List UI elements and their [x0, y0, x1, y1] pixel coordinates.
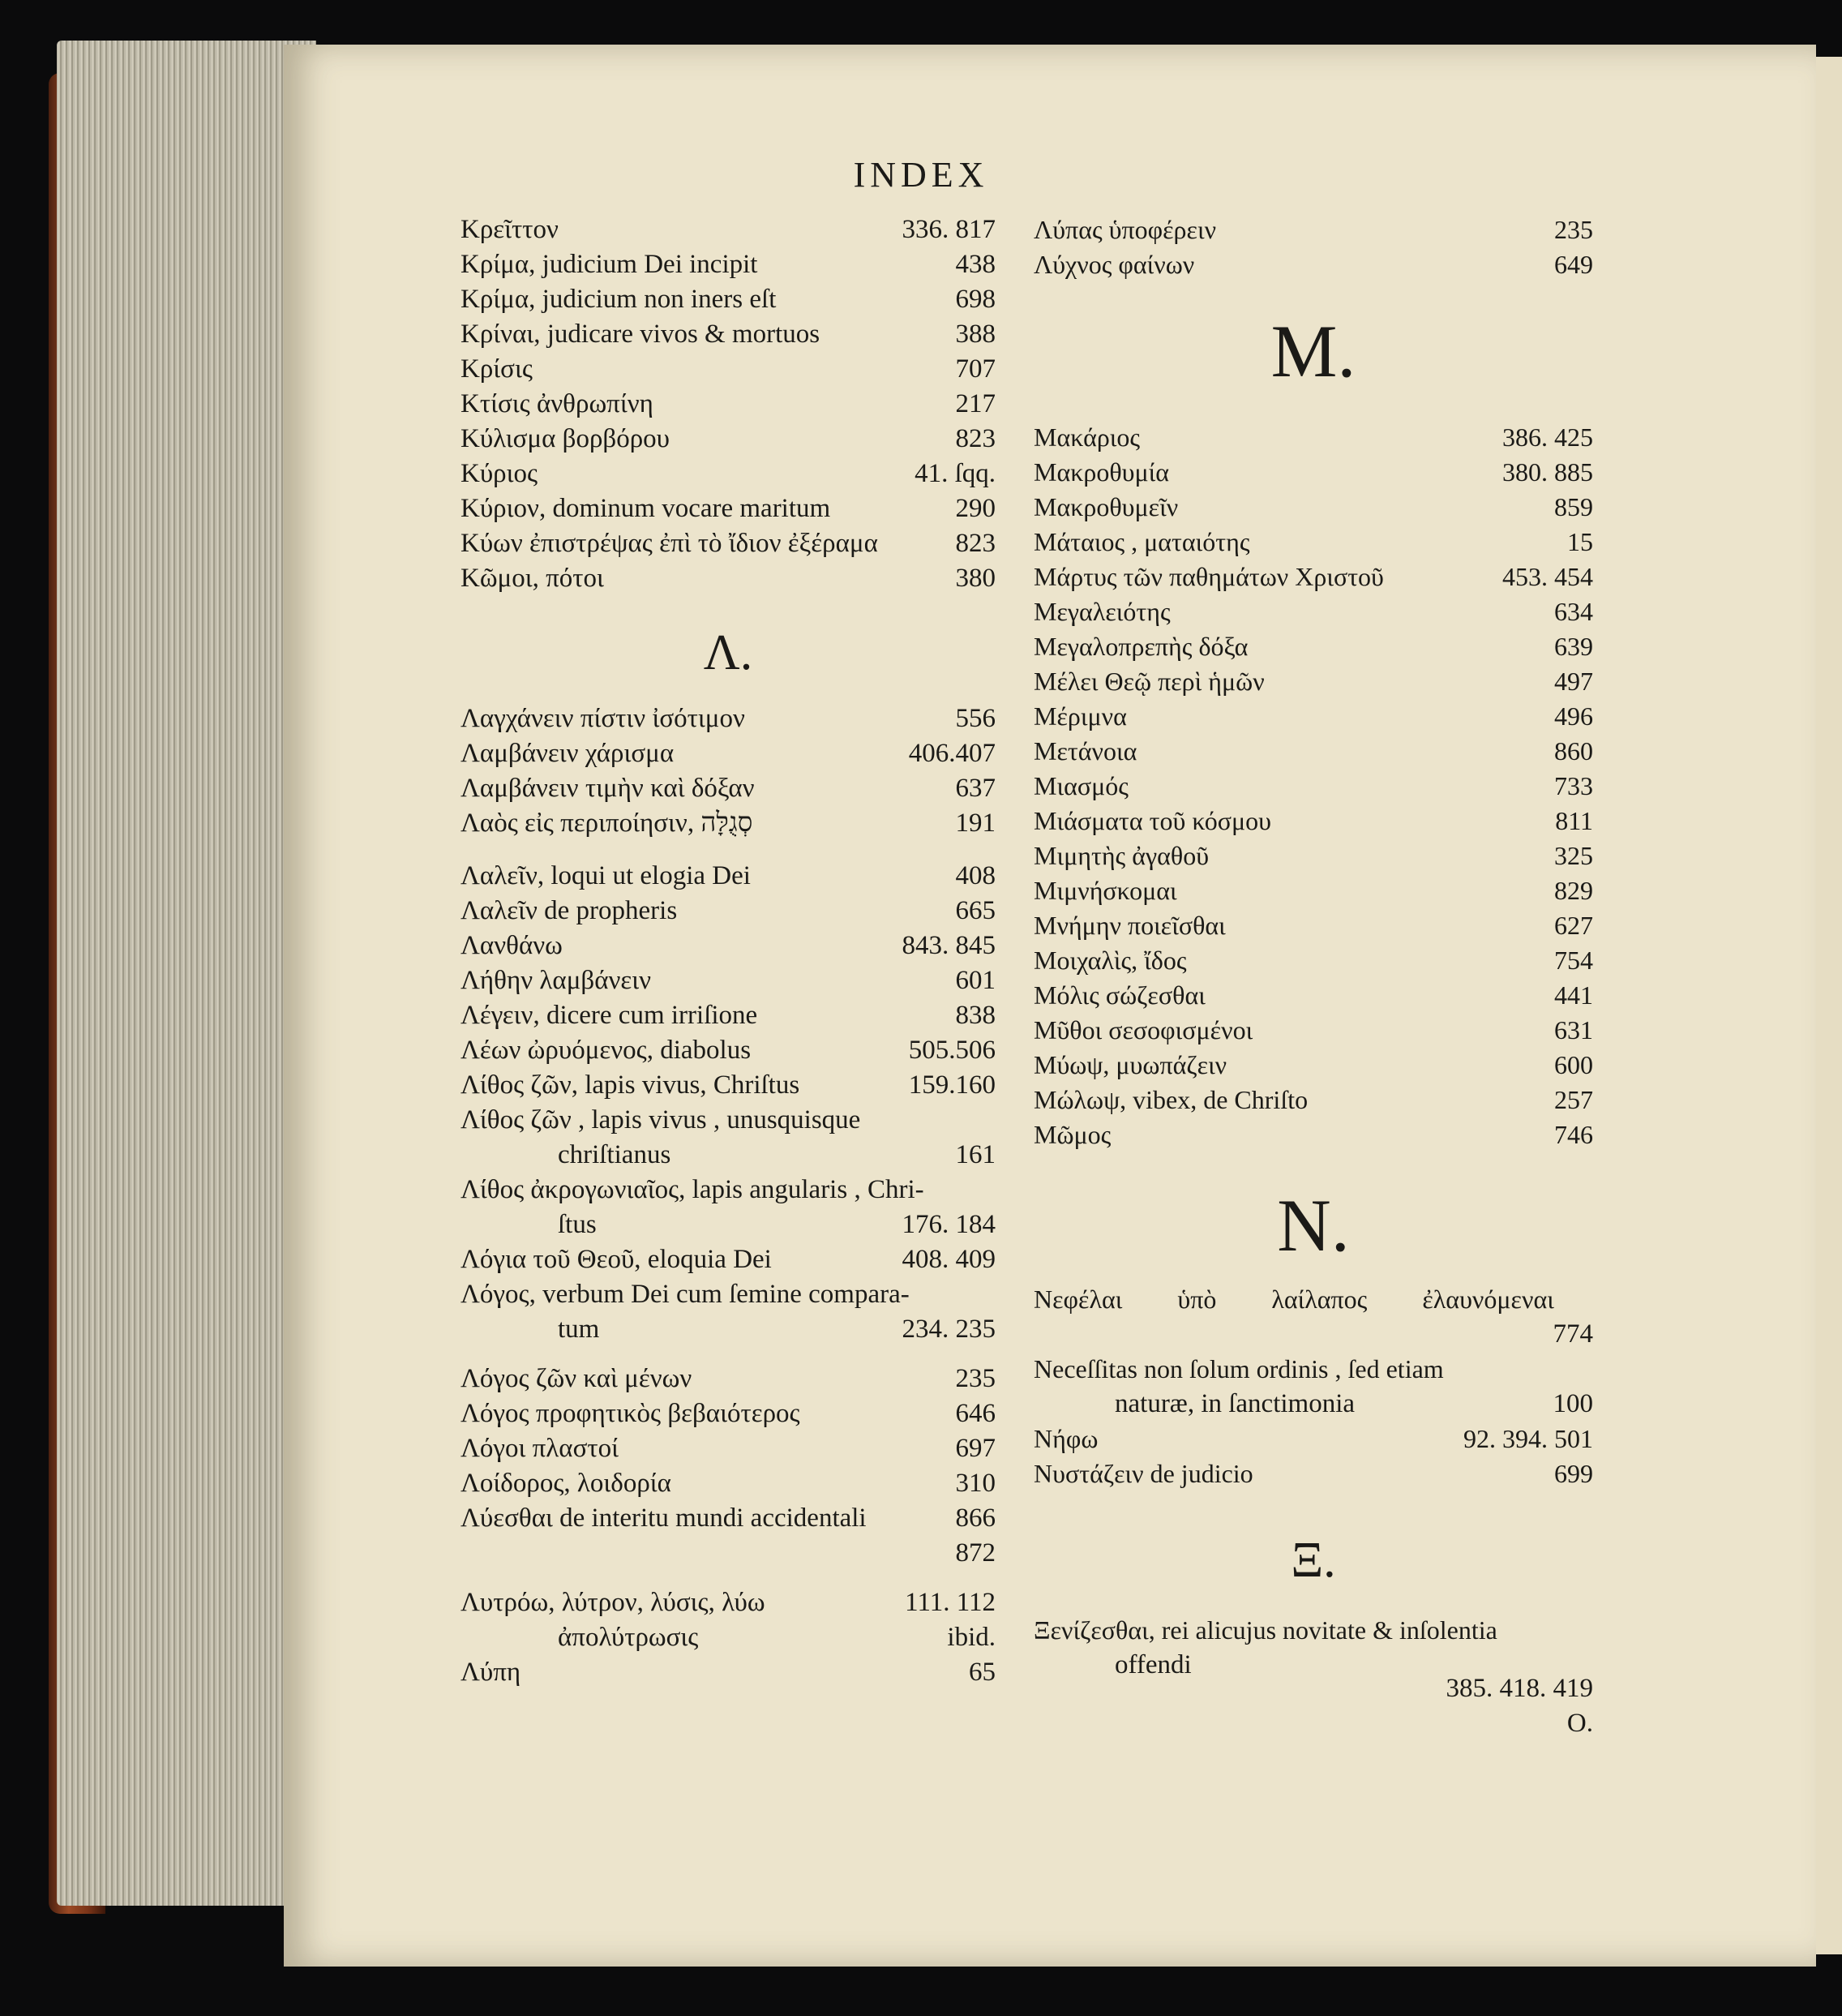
index-entry — [460, 1362, 996, 1396]
index-entry — [1034, 1013, 1593, 1048]
entry-page-ref: 637 — [955, 774, 996, 803]
entry-term: Μόλις σώζεσθαι — [1034, 980, 1206, 1010]
entry-term: Νήφω — [1034, 1424, 1099, 1453]
entry-term: Κύων ἐπιστρέψας ἐπὶ τὸ ἴδιον ἐξέραμα — [460, 529, 878, 558]
index-entry: Λυτρόω, λύτρον, λύσις, λύω 111. 112 — [460, 1588, 996, 1617]
index-entry — [460, 998, 996, 1033]
entry-page-ref: 646 — [955, 1399, 996, 1428]
entry-page-ref: 191 — [955, 809, 996, 838]
index-entry — [1034, 1048, 1593, 1083]
index-entry — [1034, 873, 1593, 908]
continuation-line: tum 234. 235 — [558, 1315, 996, 1344]
entry-page-ref: 698 — [955, 285, 996, 314]
index-entry — [1034, 804, 1593, 839]
entry-page-ref: 441 — [1554, 980, 1593, 1010]
index-entry — [1034, 420, 1593, 455]
right-column — [1034, 212, 1593, 1741]
entry-page-ref: 843. 845 — [902, 931, 996, 960]
entry-term: Κρίμα, judicium Dei incipit — [460, 250, 758, 279]
entry-page-ref: 634 — [1554, 597, 1593, 626]
entry-term: Λύπας ὑποφέρειν — [1034, 215, 1217, 244]
index-entry: Ξενίζεσθαι, rei alicujus novitate & inſolentia — [1034, 1615, 1497, 1645]
continuation-line: chriſtianus 161 — [558, 1140, 996, 1169]
index-entry — [460, 929, 996, 963]
index-entry — [1034, 594, 1593, 629]
index-entry — [1034, 212, 1593, 247]
continuation-line: offendi — [1115, 1650, 1192, 1679]
entry-term: Μύωψ, μυωπάζειν — [1034, 1050, 1227, 1079]
entry-page-ref: 380. 885 — [1502, 457, 1593, 487]
entry-term: Κύριος — [460, 459, 538, 488]
entry-term: Μνήμην ποιεῖσθαι — [1034, 911, 1226, 940]
entry-page-ref: 235 — [955, 1364, 996, 1393]
facing-page-edge — [1812, 57, 1842, 1954]
entry-term: Κτίσις ἀνθρωπίνη — [460, 389, 653, 418]
index-entry — [460, 247, 996, 282]
entry-term: Λαλεῖν de propheris — [460, 896, 678, 925]
entry-term: Μεγαλοπρεπὴς δόξα — [1034, 632, 1249, 661]
entry-page-ref: 505.506 — [908, 1036, 996, 1065]
entry-term: Λόγος προφητικὸς βεβαιότερος — [460, 1399, 800, 1428]
entry-term: Μιμνήσκομαι — [1034, 876, 1177, 905]
entry-page-ref: 235 — [1554, 215, 1593, 244]
entry-term: Μάρτυς τῶν παθημάτων Χριστοῦ — [1034, 562, 1384, 591]
section-heading-nu: N. — [1277, 1184, 1350, 1267]
entry-page-ref: 408 — [955, 861, 996, 890]
index-entry — [1034, 560, 1593, 594]
index-entry — [1034, 1117, 1593, 1152]
l-entries-f — [460, 1362, 996, 1536]
entry-page-ref: 453. 454 — [1502, 562, 1593, 591]
entry-term: Λαμβάνειν χάρισμα — [460, 739, 675, 768]
entry-term: Μετάνοια — [1034, 736, 1137, 766]
index-entry — [1034, 664, 1593, 699]
entry-page-ref: 600 — [1554, 1050, 1593, 1079]
entry-page-ref: 388 — [955, 320, 996, 349]
entry-term: Λαλεῖν, loqui ut elogia Dei — [460, 861, 751, 890]
entry-page-ref: 627 — [1554, 911, 1593, 940]
index-entry — [1034, 978, 1593, 1013]
index-entry — [460, 736, 996, 771]
index-entry — [460, 457, 996, 491]
entry-term: Λέγειν, dicere cum irriſione — [460, 1001, 758, 1030]
index-entry — [460, 1431, 996, 1466]
index-entry — [1034, 734, 1593, 769]
section-heading-xi: Ξ. — [1291, 1533, 1336, 1588]
index-entry — [1034, 490, 1593, 525]
entry-page-ref: 217 — [955, 389, 996, 418]
entry-page-ref: 380 — [955, 564, 996, 593]
section-heading-mu: M. — [1270, 310, 1356, 392]
entry-page-ref: 290 — [955, 494, 996, 523]
index-entry — [460, 317, 996, 352]
entry-page-ref: 556 — [955, 704, 996, 733]
entry-page-ref: 310 — [955, 1469, 996, 1498]
l-tail-entries — [1034, 212, 1593, 282]
entry-page-ref: 665 — [955, 896, 996, 925]
entry-page-ref: 746 — [1554, 1120, 1593, 1149]
entry-term: Λόγος ζῶν καὶ μένων — [460, 1364, 692, 1393]
index-entry — [460, 1396, 996, 1431]
index-entry — [460, 806, 996, 841]
entry-page-ref: 438 — [955, 250, 996, 279]
index-entry — [1034, 943, 1593, 978]
index-entry — [460, 526, 996, 561]
index-entry — [1034, 525, 1593, 560]
index-entry — [460, 352, 996, 387]
index-entry — [1034, 769, 1593, 804]
entry-term: Κρίναι, judicare vivos & mortuos — [460, 320, 820, 349]
entry-term: Νυστάζειν de judicio — [1034, 1459, 1253, 1488]
entry-term: Μιάσματα τοῦ κόσμου — [1034, 806, 1271, 835]
index-entry: Neceſſitas non ſolum ordinis , ſed etiam — [1034, 1354, 1444, 1383]
entry-term: Κύριον, dominum vocare maritum — [460, 494, 831, 523]
section-heading-lambda: Λ. — [703, 625, 753, 680]
entry-term: Λέων ὠρυόμενος, diabolus — [460, 1036, 752, 1065]
left-column — [460, 212, 996, 1690]
index-entry — [460, 1033, 996, 1068]
entry-term: Κύλισμα βορβόρου — [460, 424, 670, 453]
entry-page-ref: 159.160 — [908, 1070, 996, 1100]
entry-term: Μακάριος — [1034, 423, 1141, 452]
entry-page-ref: 257 — [1554, 1085, 1593, 1114]
entry-term: Λαὸς εἰς περιποίησιν, סְגֻלָּה — [460, 809, 753, 838]
entry-term: Κρεῖττον — [460, 215, 559, 244]
page-edges — [57, 41, 316, 1906]
index-entry: Λύπη 65 — [460, 1658, 996, 1687]
entry-term: Μιασμός — [1034, 771, 1129, 800]
index-entry — [460, 422, 996, 457]
index-entry — [1034, 455, 1593, 490]
index-entry: Λόγος, verbum Dei cum ſemine compara- — [460, 1280, 910, 1309]
index-entry — [1034, 908, 1593, 943]
n-entries — [1034, 1422, 1593, 1491]
entry-page-ref: 639 — [1554, 632, 1593, 661]
index-entry — [460, 387, 996, 422]
entry-term: Λανθάνω — [460, 931, 563, 960]
entry-term: Λίθος ζῶν, lapis vivus, Chriſtus — [460, 1070, 800, 1100]
continuation-line: ſtus 176. 184 — [558, 1210, 996, 1239]
entry-page-ref: 497 — [1554, 667, 1593, 696]
entry-term: Λύχνος φαίνων — [1034, 250, 1195, 279]
index-entry — [460, 282, 996, 317]
entry-page-ref: 601 — [955, 966, 996, 995]
index-entry — [460, 212, 996, 247]
entry-term: Λύεσθαι de interitu mundi accidentali — [460, 1503, 867, 1533]
index-entry — [460, 561, 996, 596]
index-entry — [1034, 839, 1593, 873]
index-entry — [460, 963, 996, 998]
entry-page-ref: 325 — [1554, 841, 1593, 870]
entry-term: Μέριμνα — [1034, 701, 1127, 731]
entry-term: Λαμβάνειν τιμὴν καὶ δόξαν — [460, 774, 755, 803]
entry-term: Μώλωψ, vibex, de Chriſto — [1034, 1085, 1309, 1114]
continuation-line: 774 — [1553, 1319, 1593, 1349]
entry-page-ref: 707 — [955, 354, 996, 384]
entry-term: Μῦθοι σεσοφισμένοι — [1034, 1015, 1253, 1044]
entry-page-ref: 866 — [955, 1503, 996, 1533]
k-entries — [460, 212, 996, 596]
index-entry: Λίθος ἀκρογωνιαῖος, lapis angularis , Chri- — [460, 1175, 924, 1204]
entry-term: Μῶμος — [1034, 1120, 1112, 1149]
entry-term: Μοιχαλὶς, ἴδος — [1034, 946, 1187, 975]
entry-term: Μεγαλειότης — [1034, 597, 1171, 626]
entry-term: Λήθην λαμβάνειν — [460, 966, 652, 995]
index-entry — [460, 1501, 996, 1536]
entry-term: Κρίσις — [460, 354, 533, 384]
continuation-line: ἀπολύτρωσις ibid. — [558, 1623, 996, 1652]
index-entry: Λόγια τοῦ Θεοῦ, eloquia Dei 408. 409 — [460, 1245, 996, 1274]
index-entry — [460, 1068, 996, 1103]
entry-page-ref: 406.407 — [908, 739, 996, 768]
index-entry — [460, 894, 996, 929]
index-entry — [1034, 1083, 1593, 1117]
entry-page-ref: 15 — [1567, 527, 1593, 556]
index-entry — [460, 701, 996, 736]
index-entry: Νεφέλαι ὑπὸ λαίλαπος ἐλαυνόμεναι — [1034, 1285, 1554, 1314]
entry-page-ref: 649 — [1554, 250, 1593, 279]
entry-page-ref: 336. 817 — [902, 215, 996, 244]
entry-page-ref: 823 — [955, 529, 996, 558]
entry-page-ref: 860 — [1554, 736, 1593, 766]
entry-term: Λαγχάνειν πίστιν ἰσότιμον — [460, 704, 745, 733]
index-entry — [1034, 1422, 1593, 1456]
index-entry — [460, 1466, 996, 1501]
index-entry — [1034, 247, 1593, 282]
entry-page-ref: 838 — [955, 1001, 996, 1030]
entry-term: Κῶμοι, πότοι — [460, 564, 604, 593]
l-entries-b — [460, 859, 996, 1138]
catchword: O. — [1566, 1709, 1593, 1738]
entry-term: Λοίδορος, λοιδορία — [460, 1469, 671, 1498]
entry-term: Μάταιος , ματαιότης — [1034, 527, 1250, 556]
continuation-line: naturæ, in ſanctimonia 100 — [1115, 1389, 1593, 1418]
entry-page-ref: 859 — [1554, 492, 1593, 521]
entry-term: Μέλει Θεῷ περὶ ἡμῶν — [1034, 667, 1265, 696]
entry-term: Μακροθυμία — [1034, 457, 1170, 487]
entry-page-ref: 631 — [1554, 1015, 1593, 1044]
entry-page-ref: 811 — [1555, 806, 1593, 835]
page-header: INDEX — [853, 155, 989, 195]
index-entry — [1034, 699, 1593, 734]
entry-page-ref: 92. 394. 501 — [1463, 1424, 1593, 1453]
entry-page-ref: 697 — [955, 1434, 996, 1463]
entry-page-ref: 733 — [1554, 771, 1593, 800]
entry-page-ref: 41. ſqq. — [915, 459, 996, 488]
entry-page-ref: 699 — [1554, 1459, 1593, 1488]
index-entry — [460, 1103, 996, 1138]
page-references: 385. 418. 419 — [1446, 1674, 1593, 1703]
continuation-line: 872 — [955, 1538, 996, 1568]
entry-page-ref: 823 — [955, 424, 996, 453]
entry-term: Κρίμα, judicium non iners eſt — [460, 285, 777, 314]
entry-page-ref: 496 — [1554, 701, 1593, 731]
index-entry — [460, 491, 996, 526]
index-entry — [460, 771, 996, 806]
m-entries — [1034, 420, 1593, 1152]
index-entry — [1034, 629, 1593, 664]
entry-term: Λίθος ζῶν , lapis vivus , unusquisque — [460, 1105, 861, 1135]
entry-page-ref: 829 — [1554, 876, 1593, 905]
entry-term: Μιμητὴς ἀγαθοῦ — [1034, 841, 1210, 870]
entry-term: Λόγοι πλαστοί — [460, 1434, 619, 1463]
entry-term: Μακροθυμεῖν — [1034, 492, 1179, 521]
index-entry — [1034, 1456, 1593, 1491]
entry-page-ref: 754 — [1554, 946, 1593, 975]
entry-page-ref: 386. 425 — [1502, 423, 1593, 452]
index-entry — [460, 859, 996, 894]
l-entries-a — [460, 701, 996, 841]
